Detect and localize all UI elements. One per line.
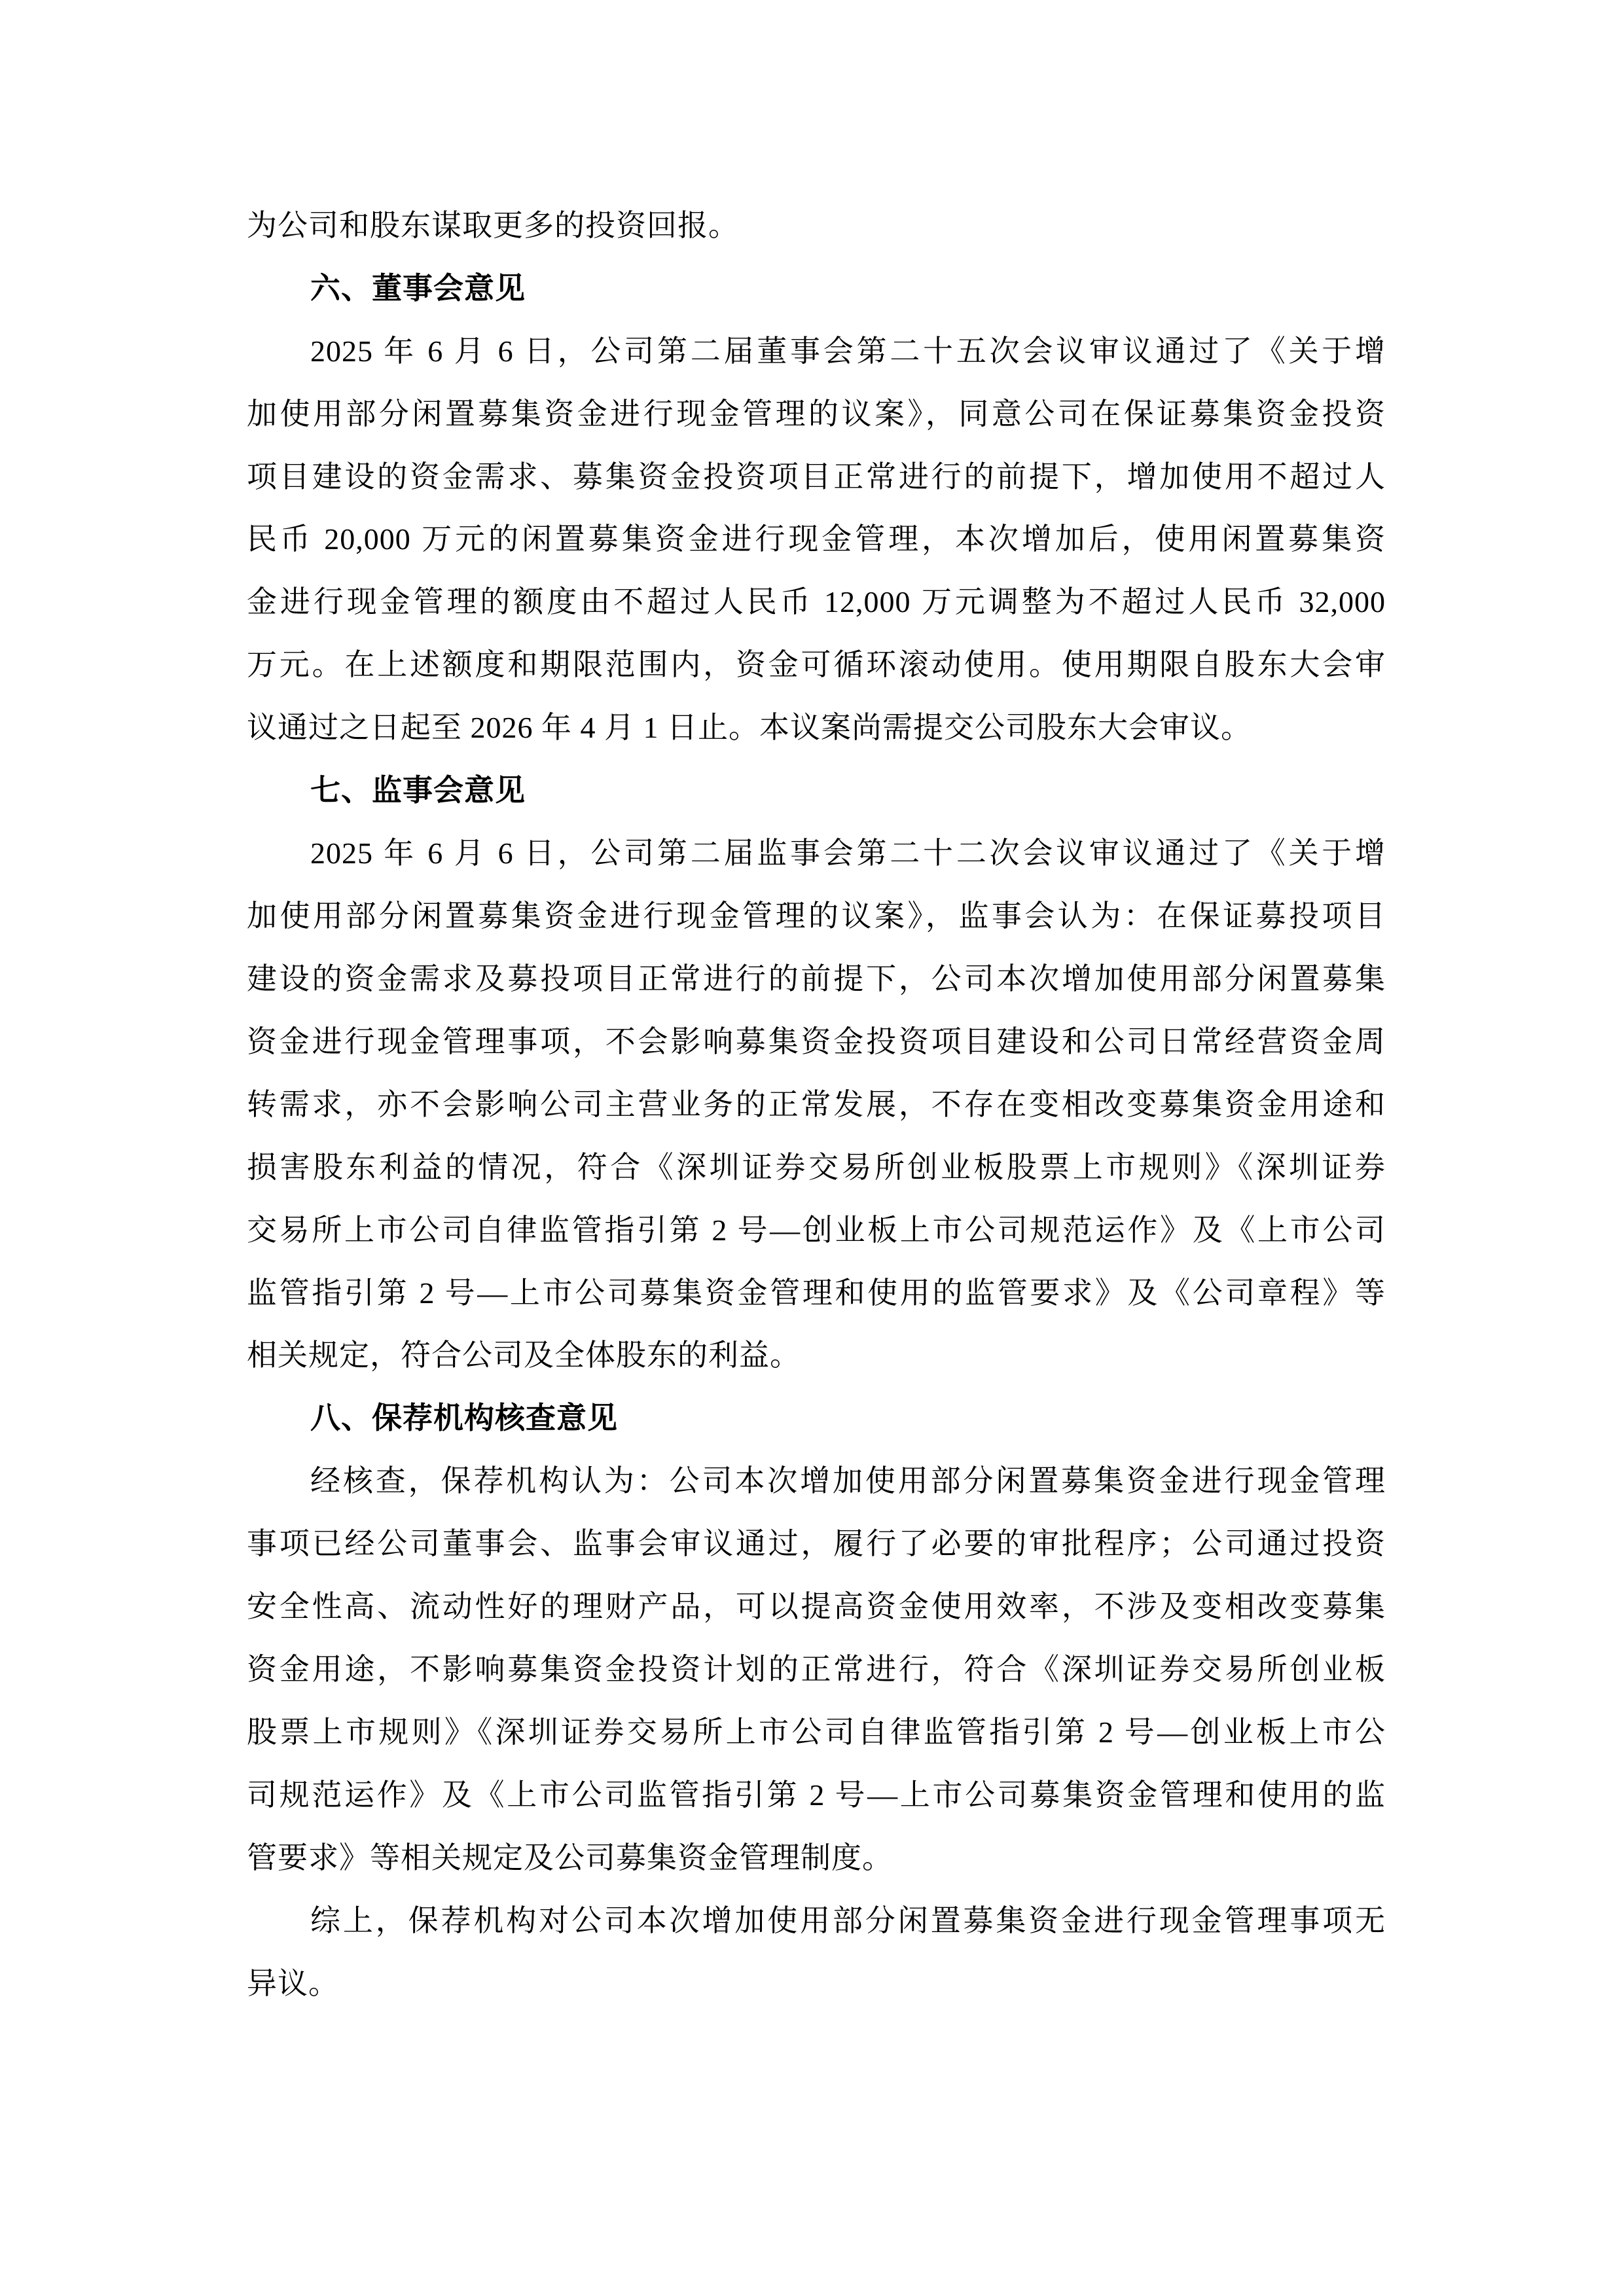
text-line: 建设的资金需求及募投项目正常进行的前提下，公司本次增加使用部分闲置募集 [247, 962, 1386, 996]
text-line: 转需求，亦不会影响公司主营业务的正常发展，不存在变相改变募集资金用途和 [247, 1088, 1386, 1121]
section-heading: 八、保荐机构核查意见 [310, 1401, 618, 1435]
text-line: 加使用部分闲置募集资金进行现金管理的议案》，同意公司在保证募集资金投资 [247, 397, 1386, 431]
text-line: 资金进行现金管理事项，不会影响募集资金投资项目建设和公司日常经营资金周 [247, 1025, 1386, 1058]
text-line: 异议。 [247, 1967, 339, 2000]
text-line: 经核查，保荐机构认为：公司本次增加使用部分闲置募集资金进行现金管理 [310, 1464, 1386, 1498]
text-line: 股票上市规则》《深圳证券交易所上市公司自律监管指引第 2 号—创业板上市公 [247, 1715, 1386, 1749]
text-line: 2025 年 6 月 6 日，公司第二届董事会第二十五次会议审议通过了《关于增 [310, 334, 1386, 368]
text-line: 项目建设的资金需求、募集资金投资项目正常进行的前提下，增加使用不超过人 [247, 460, 1386, 493]
text-line: 议通过之日起至 2026 年 4 月 1 日止。本议案尚需提交公司股东大会审议。 [247, 711, 1252, 744]
text-line: 加使用部分闲置募集资金进行现金管理的议案》，监事会认为：在保证募投项目 [247, 899, 1386, 933]
text-line: 安全性高、流动性好的理财产品，可以提高资金使用效率，不涉及变相改变募集 [247, 1590, 1386, 1623]
text-line: 监管指引第 2 号—上市公司募集资金管理和使用的监管要求》及《公司章程》等 [247, 1276, 1386, 1310]
text-line: 金进行现金管理的额度由不超过人民币 12,000 万元调整为不超过人民币 32,000 [247, 585, 1386, 619]
text-line: 司规范运作》及《上市公司监管指引第 2 号—上市公司募集资金管理和使用的监 [247, 1778, 1386, 1812]
text-line: 损害股东利益的情况，符合《深圳证券交易所创业板股票上市规则》《深圳证券 [247, 1151, 1386, 1184]
text-line: 2025 年 6 月 6 日，公司第二届监事会第二十二次会议审议通过了《关于增 [310, 836, 1386, 870]
text-line: 为公司和股东谋取更多的投资回报。 [247, 209, 739, 242]
text-line: 万元。在上述额度和期限范围内，资金可循环滚动使用。使用期限自股东大会审 [247, 648, 1386, 681]
section-heading: 六、董事会意见 [310, 272, 526, 305]
text-line: 管要求》等相关规定及公司募集资金管理制度。 [247, 1841, 893, 1874]
section-heading: 七、监事会意见 [310, 774, 526, 807]
text-line: 事项已经公司董事会、监事会审议通过，履行了必要的审批程序；公司通过投资 [247, 1527, 1386, 1560]
text-line: 综上，保荐机构对公司本次增加使用部分闲置募集资金进行现金管理事项无 [310, 1904, 1386, 1937]
text-line: 资金用途，不影响募集资金投资计划的正常进行，符合《深圳证券交易所创业板 [247, 1653, 1386, 1686]
text-line: 交易所上市公司自律监管指引第 2 号—创业板上市公司规范运作》及《上市公司 [247, 1213, 1386, 1247]
text-line: 相关规定，符合公司及全体股东的利益。 [247, 1338, 801, 1372]
text-line: 民币 20,000 万元的闲置募集资金进行现金管理，本次增加后，使用闲置募集资 [247, 522, 1386, 556]
